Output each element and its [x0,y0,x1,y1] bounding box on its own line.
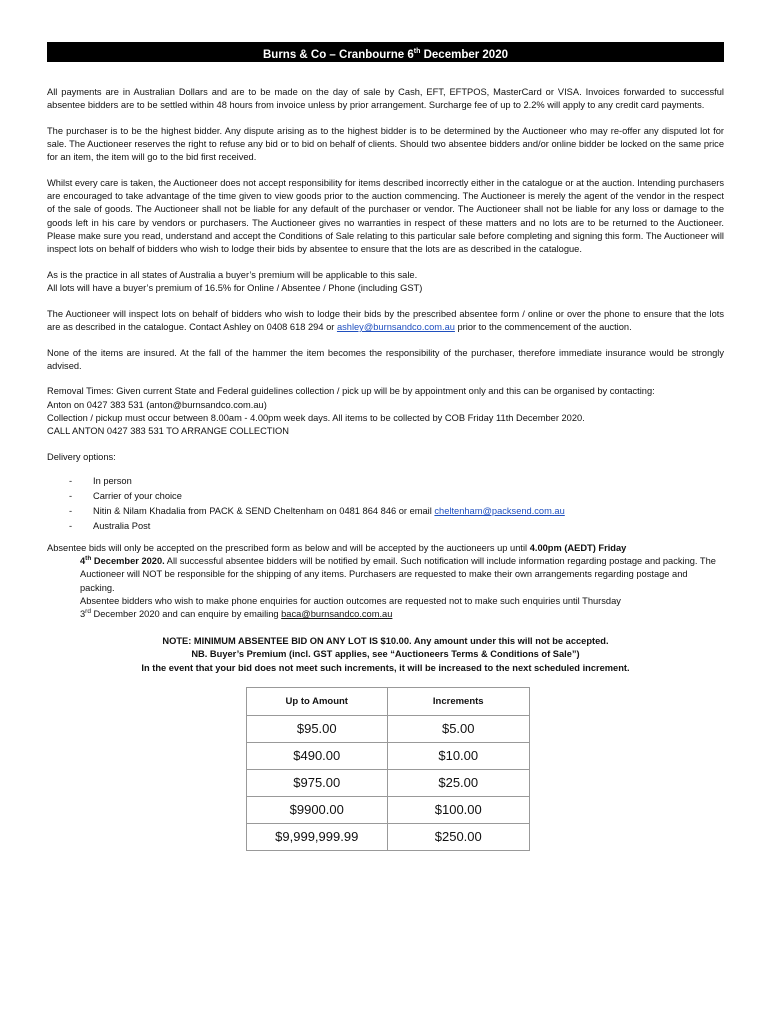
table-cell: $250.00 [388,823,530,850]
table-cell: $100.00 [388,796,530,823]
premium-line-2: All lots will have a buyer’s premium of 16.5% for Online / Absentee / Phone (including GST) [47,282,423,293]
table-cell: $9,999,999.99 [246,823,388,850]
table-row [246,769,529,796]
table-row [246,823,529,850]
packsend-email-link[interactable]: cheltenham@packsend.com.au [434,505,565,516]
insurance-paragraph: None of the items are insured. At the fall of the hammer the item becomes the responsibility of the purchaser, therefore immediate insurance would be strongly advised. [47,347,724,371]
absentee-notify: 4th December 2020. All successful absentee bidders will be notified by email. Such notification will include information regarding postage and packing. The Auctioneer will NOT be responsible for the shipping of any items. Purchasers are requested to make their own arrangements regarding postage and packing. [80,555,716,593]
table-row [246,796,529,823]
removal-line-2: Anton on 0427 383 531 (anton@burnsandco.com.au) [47,399,267,410]
increments-table [246,687,530,851]
note-line-2: NB. Buyer’s Premium (incl. GST applies, see “Auctioneers Terms & Conditions of Sale”) [191,649,580,660]
column-header: Up to Amount [246,687,388,715]
table-cell: $9900.00 [246,796,388,823]
purchaser-paragraph: The purchaser is to be the highest bidder. Any dispute arising as to the highest bidder is to be determined by the Auctioneer who may re-offer any disputed lot for sale. The Auctioneer reserves the right to refuse any bid or to bid on behalf of clients. Should two absentee bidders and/or online bidder be locked on the same price for an item, the item will go to the bid first received. [47,125,724,163]
table-cell: $95.00 [246,715,388,742]
document-page [47,42,724,851]
table-row [246,715,529,742]
absentee-phone: Absentee bidders who wish to make phone enquiries for auction outcomes are requested not to make such enquiries until Thursday 3rd December 2020 and can enquire by emailing baca@burnsandco.com.au [80,595,621,619]
table-cell: $975.00 [246,769,388,796]
ashley-email-link[interactable]: ashley@burnsandco.com.au [336,321,455,332]
absentee-paragraph: Absentee bids will only be accepted on the prescribed form as below and will be accepted by the auctioneers up until 4.00pm (AEDT) Friday [47,542,627,553]
baca-email-link[interactable]: baca@burnsandco.com.au [281,608,393,619]
delivery-options-list [47,474,724,534]
absentee-indented-block [47,555,724,621]
premium-line-1: As is the practice in all states of Australia a buyer’s premium will be applicable to this sale. [47,269,418,280]
list-item: - Nitin & Nilam Khadalia from PACK & SEND Cheltenham on 0481 864 846 or email cheltenham@packsend.com.au [69,505,565,516]
removal-line-3: Collection / pickup must occur between 8.00am - 4.00pm week days. All items to be collected by COB Friday 11th December 2020. [47,412,585,423]
column-header: Increments [388,687,530,715]
table-cell: $25.00 [388,769,530,796]
table-row [246,742,529,769]
note-line-3: In the event that your bid does not meet such increments, it will be increased to the next scheduled increment. [141,662,630,673]
page-title: Burns & Co – Cranbourne 6th December 2020 [47,42,724,62]
notes-block [47,635,724,675]
table-cell: $5.00 [388,715,530,742]
inspect-paragraph: The Auctioneer will inspect lots on behalf of bidders who wish to lodge their bids by the prescribed absentee form / online or over the phone to ensure that the lots are as described in the catalogue. Contact Ashley on 0408 618 294 or ashley@burnsandco.com.au prior to the commencement of the auction. [47,308,724,332]
note-line-1: NOTE: MINIMUM ABSENTEE BID ON ANY LOT IS $10.00. Any amount under this will not be accepted. [162,636,609,647]
payments-paragraph: All payments are in Australian Dollars and are to be made on the day of sale by Cash, EFT, EFTPOS, MasterCard or VISA. Invoices forwarded to successful absentee bidders are to be settled within 48 hours from invoice unless by prior arrangement. Surcharge fee of up to 2.2% will apply to any credit card payments. [47,87,724,111]
table-cell: $10.00 [388,742,530,769]
list-item: - Carrier of your choice [69,490,182,501]
list-item: - Australia Post [69,520,151,531]
list-item: - In person [69,475,132,486]
table-header-row [246,687,529,715]
table-cell: $490.00 [246,742,388,769]
responsibility-paragraph: Whilst every care is taken, the Auctioneer does not accept responsibility for items described incorrectly either in the catalogue or at the auction. Intending purchasers are encouraged to take advantage of the time given to view goods prior to the auction commencing. The Auctioneer is merely the agent of the vendor in the respect of the sale of goods. The Auctioneer shall not be liable for any default of the purchaser or vendor. The Auctioneer shall not be liable for any loss or damage to the goods left in his care by vendors or purchasers. The Auctioneer gives no warranties in respect of these matters and no lots are to be returned to the Auctioneer. Please make sure you read, understand and accept the Conditions of Sale relating to this particular sale before completing and signing this form. The Auctioneer will inspect lots on behalf of bidders who wish to lodge their bids by absentee to ensure that the lots are as described in the catalogue. [47,178,724,255]
delivery-heading: Delivery options: [47,451,116,462]
removal-line-1: Removal Times: Given current State and Federal guidelines collection / pick up will be by appointment only and this can be organised by contacting: [47,386,655,397]
removal-line-4: CALL ANTON 0427 383 531 TO ARRANGE COLLECTION [47,426,289,437]
